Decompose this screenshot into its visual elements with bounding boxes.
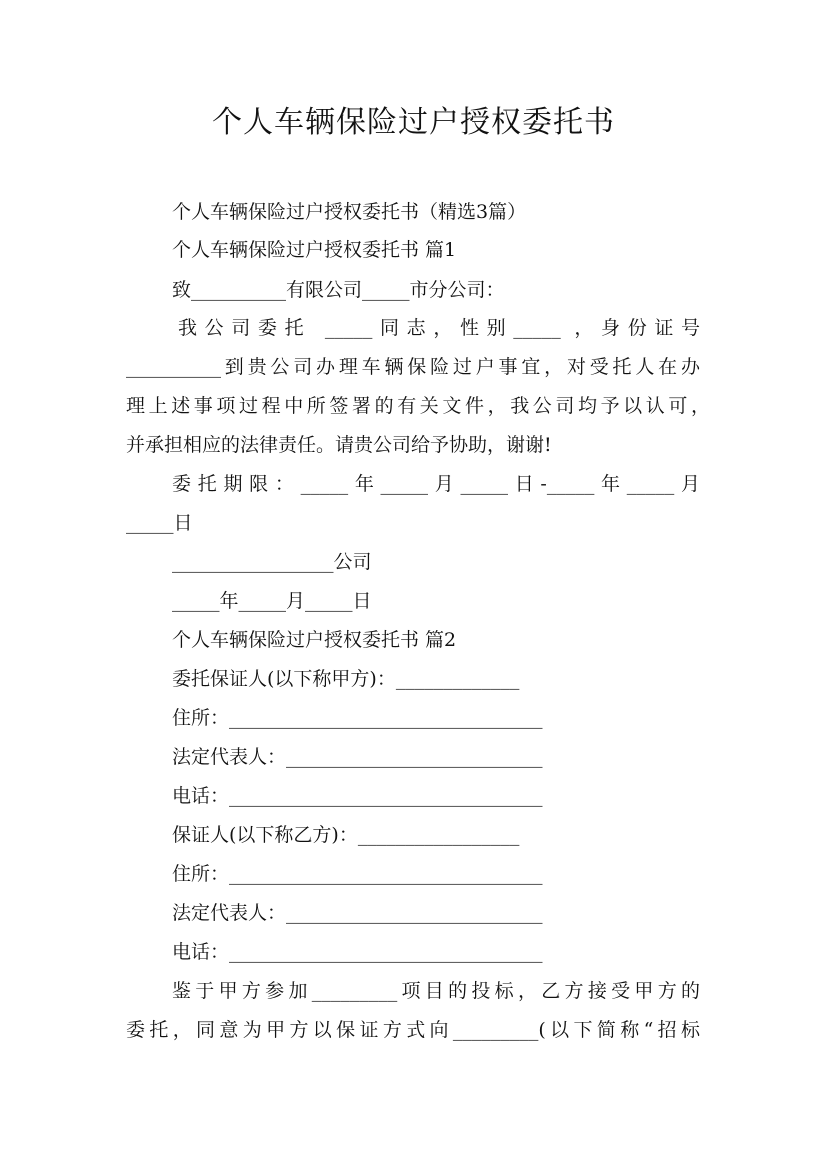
body-line: 并承担相应的法律责任。请贵公司给予协助，谢谢! <box>126 434 552 456</box>
field-line: 法定代表人：___________________________ <box>172 746 543 768</box>
date-line: _____年_____月_____日 <box>172 590 372 612</box>
field-line: 电话：_________________________________ <box>172 785 543 807</box>
body-line: 鉴于甲方参加_________项目的投标，乙方接受甲方的 <box>172 980 700 1002</box>
term-line-end: _____日 <box>126 512 193 534</box>
document-title: 个人车辆保险过户授权委托书 <box>212 105 615 140</box>
field-line: 保证人(以下称乙方)：_________________ <box>172 824 520 846</box>
body-line: 理上述事项过程中所签署的有关文件，我公司均予以认可， <box>126 395 710 417</box>
section-heading-1: 个人车辆保险过户授权委托书 篇1 <box>172 239 457 261</box>
company-signature-line: _________________公司 <box>172 551 372 573</box>
field-line: 委托保证人(以下称甲方)：_____________ <box>172 668 520 690</box>
field-line: 电话：_________________________________ <box>172 941 543 963</box>
addressee-line: 致__________有限公司_____市分公司： <box>172 279 505 301</box>
section-heading-2: 个人车辆保险过户授权委托书 篇2 <box>172 629 457 651</box>
field-line: 法定代表人：___________________________ <box>172 902 543 924</box>
body-line: 委托，同意为甲方以保证方式向_________(以下简称“招标 <box>126 1019 700 1041</box>
field-line: 住所：_________________________________ <box>172 707 543 729</box>
term-line: 委托期限：_____年_____月_____日-_____年_____月 <box>172 473 700 495</box>
subtitle-line: 个人车辆保险过户授权委托书（精选3篇） <box>172 201 527 223</box>
body-line: 我公司委托 _____同志，性别_____ ，身份证号 <box>178 317 700 339</box>
body-line: __________到贵公司办理车辆保险过户事宜，对受托人在办 <box>126 356 700 378</box>
field-line: 住所：_________________________________ <box>172 863 543 885</box>
